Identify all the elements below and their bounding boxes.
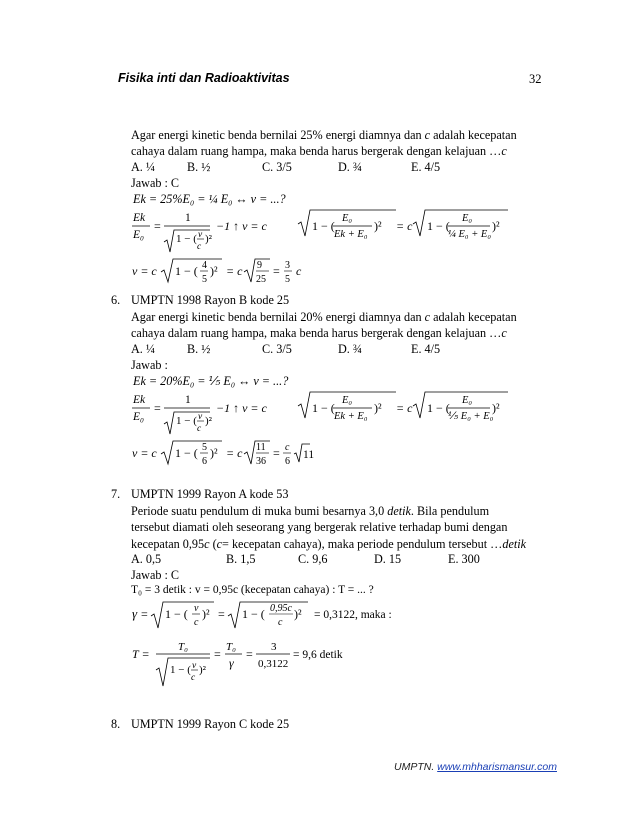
- eq-text: 6: [202, 456, 207, 467]
- q5-equation-3: [130, 258, 290, 288]
- eq-text: 0,95c: [270, 603, 292, 614]
- q7-option-a: A. 0,5: [131, 552, 162, 566]
- svg-text:Ek: Ek: [133, 394, 146, 406]
- svg-text:1 − (: 1 − (: [242, 607, 265, 621]
- svg-text:)²: )²: [205, 233, 212, 245]
- q6-option-d: D. ¾: [338, 342, 363, 356]
- q6-option-c: C. 3/5: [262, 342, 292, 356]
- svg-text:v = c: v = c: [132, 264, 157, 278]
- svg-text:v: v: [192, 661, 197, 671]
- eq-text: 36: [256, 456, 266, 467]
- svg-text:=: =: [218, 607, 225, 621]
- q6-equation-3-tail: 11: [303, 449, 315, 461]
- svg-text:1 − (: 1 − (: [175, 264, 198, 278]
- svg-text:=: =: [154, 401, 161, 415]
- eq-text: = 9,6 detik: [293, 649, 343, 661]
- eq-text: 11: [256, 442, 266, 453]
- q7-text-part: c: [216, 536, 223, 551]
- q6-equation-1: Ek = 20%E₀ = ⅕ E₀ ↔ v = ...?: [133, 374, 289, 388]
- q7-number: 7.: [111, 487, 121, 501]
- svg-text:)²: )²: [202, 607, 210, 621]
- eq-text: 1 − (: [176, 233, 197, 245]
- page-number: 32: [529, 72, 542, 86]
- q6-text-part: c: [424, 310, 431, 324]
- q6-text-part: cahaya dalam ruang hampa, maka benda harus bergerak dengan kelajuan …: [131, 326, 502, 341]
- q6-text-part: adalah kecepatan: [430, 310, 517, 324]
- eq-text: = 0,3122, maka :: [314, 609, 392, 621]
- q7-option-d: D. 15: [374, 552, 402, 566]
- svg-text:= c: = c: [396, 401, 413, 415]
- svg-text:γ: γ: [132, 606, 138, 621]
- q5-text-part: Agar energi kinetic benda bernilai 25% energi diamnya dan: [131, 128, 425, 142]
- q5-option-d: D. ¾: [338, 160, 363, 174]
- q6-equation-2: [130, 390, 510, 440]
- svg-text:1 − (: 1 − (: [427, 401, 450, 415]
- svg-text:=: =: [273, 446, 280, 460]
- q8-title: UMPTN 1999 Rayon C kode 25: [131, 717, 290, 731]
- q6-title: UMPTN 1998 Rayon B kode 25: [131, 293, 290, 307]
- eq-text: 0,3122: [258, 658, 289, 670]
- eq-text: c: [285, 442, 290, 453]
- q7-text-part: (: [209, 536, 217, 551]
- svg-text:)²: )²: [492, 219, 500, 233]
- svg-text:1 − (: 1 − (: [165, 607, 188, 621]
- q6-option-b: B. ½: [187, 342, 211, 356]
- svg-text:=: =: [246, 647, 253, 661]
- eq-text: 25: [256, 274, 266, 285]
- q7-text-part: detik: [502, 536, 527, 551]
- q7-equation-1: T₀ = 3 detik : v = 0,95c (kecepatan cahaya) : T = ... ?: [131, 584, 374, 596]
- svg-text:E₀: E₀: [133, 411, 145, 423]
- eq-text: 5: [202, 442, 207, 453]
- q7-equation-2: [130, 598, 490, 632]
- footer: [394, 761, 557, 773]
- q6-equation-3: [130, 440, 310, 470]
- q6-option-a: A. ¼: [131, 342, 156, 356]
- footer-link[interactable]: www.mhharismansur.com: [437, 761, 557, 773]
- svg-text:1 − (: 1 − (: [176, 415, 197, 427]
- svg-text:E₀: E₀: [462, 213, 473, 224]
- svg-text:1: 1: [185, 394, 191, 406]
- svg-text:= c: = c: [396, 219, 413, 233]
- q6-answer: Jawab :: [131, 358, 168, 372]
- svg-text:v: v: [198, 230, 203, 240]
- q7-option-e: E. 300: [448, 552, 480, 566]
- svg-text:E₀: E₀: [462, 395, 473, 406]
- svg-text:1 − (: 1 − (: [170, 664, 191, 676]
- svg-text:c: c: [197, 242, 202, 252]
- svg-text:= c: = c: [226, 264, 243, 278]
- q7-text-part: c: [204, 536, 210, 551]
- eq-text: 1: [185, 212, 191, 224]
- q5-equation-3-tail: [282, 258, 312, 288]
- q5-option-b: B. ½: [187, 160, 211, 174]
- q7-text: [131, 503, 544, 552]
- svg-text:1 − (: 1 − (: [175, 446, 198, 460]
- q7-equation-3: [130, 636, 390, 692]
- q7-title: UMPTN 1999 Rayon A kode 53: [131, 487, 289, 501]
- footer-prefix: UMPTN.: [394, 761, 438, 773]
- svg-text:c: c: [194, 617, 199, 628]
- svg-text:c: c: [296, 264, 302, 278]
- q5-option-c: C. 3/5: [262, 160, 292, 174]
- q5-text: [131, 127, 544, 160]
- svg-text:=: =: [141, 607, 148, 621]
- q7-option-b: B. 1,5: [226, 552, 256, 566]
- q7-text-part: = kecepatan cahaya), maka periode pendulum tersebut …: [222, 536, 503, 551]
- eq-text: 6: [285, 456, 290, 467]
- svg-text:T₀: T₀: [226, 641, 236, 653]
- svg-text:v: v: [198, 412, 203, 422]
- svg-text:c: c: [197, 424, 202, 434]
- q7-text-part: . Bila pendulum: [410, 504, 490, 518]
- eq-text: −1 ↑ v = c: [216, 219, 267, 233]
- svg-text:)²: )²: [492, 401, 500, 415]
- eq-text: 5: [202, 274, 207, 285]
- q7-text-part: kecepatan 0,95: [131, 536, 205, 551]
- eq-text: 3: [271, 641, 277, 653]
- svg-text:v: v: [194, 603, 199, 614]
- eq-text: c: [278, 617, 283, 628]
- q5-equation-1: Ek = 25%E₀ = ¼ E₀ ↔ v = ...?: [133, 192, 286, 206]
- q6-option-e: E. 4/5: [411, 342, 441, 356]
- eq-text: 5: [285, 274, 290, 285]
- svg-text:=: =: [154, 219, 161, 233]
- q5-text-part: adalah kecepatan: [430, 128, 517, 142]
- svg-text:)²: )²: [374, 219, 382, 233]
- svg-text:E₀: E₀: [342, 395, 353, 406]
- svg-text:)²: )²: [199, 664, 206, 676]
- eq-text: 9: [257, 260, 262, 271]
- q5-text-part: cahaya dalam ruang hampa, maka benda harus bergerak dengan kelajuan …: [131, 144, 502, 159]
- q5-answer: Jawab : C: [131, 176, 180, 190]
- svg-text:Ek + E₀: Ek + E₀: [334, 411, 368, 422]
- svg-text:=: =: [214, 647, 221, 661]
- q8-number: 8.: [111, 717, 121, 731]
- svg-text:)²: )²: [210, 446, 218, 460]
- q5-text-part: c: [424, 128, 431, 142]
- svg-text:−1 ↑ v = c: −1 ↑ v = c: [216, 401, 267, 415]
- q5-option-a: A. ¼: [131, 160, 156, 174]
- eq-text: ¼ E₀ + E₀: [448, 229, 491, 240]
- eq-text: γ: [229, 656, 234, 670]
- eq-text: 3: [285, 260, 290, 271]
- q6-text-part: c: [501, 326, 507, 341]
- eq-text: Ek: [133, 212, 146, 224]
- q5-option-e: E. 4/5: [411, 160, 441, 174]
- header-title: Fisika inti dan Radioaktivitas: [118, 71, 290, 85]
- eq-text: Ek + E₀: [334, 229, 368, 240]
- q7-option-c: C. 9,6: [298, 552, 328, 566]
- svg-text:)²: )²: [374, 401, 382, 415]
- q5-equation-2: [130, 208, 510, 258]
- q7-text-part: tersebut diamati oleh seseorang yang bergerak relative terhadap bumi dengan: [131, 520, 508, 535]
- eq-text: E₀: [342, 213, 353, 224]
- svg-text:)²: )²: [210, 264, 218, 278]
- svg-text:)²: )²: [294, 607, 302, 621]
- svg-text:v = c: v = c: [132, 446, 157, 460]
- eq-text: ⅕ E₀ + E₀: [448, 411, 494, 422]
- q7-answer: Jawab : C: [131, 568, 180, 582]
- q6-text-part: Agar energi kinetic benda bernilai 20% energi diamnya dan: [131, 310, 425, 324]
- q6-number: 6.: [111, 293, 121, 307]
- eq-text: 4: [202, 260, 207, 271]
- svg-text:c: c: [191, 673, 196, 683]
- q6-text: [131, 309, 544, 342]
- svg-text:T =: T =: [132, 647, 150, 661]
- svg-text:)²: )²: [205, 415, 212, 427]
- svg-text:1 − (: 1 − (: [312, 219, 335, 233]
- svg-text:1 − (: 1 − (: [312, 401, 335, 415]
- eq-text: T₀: [178, 641, 188, 653]
- eq-text: E₀: [133, 229, 145, 241]
- svg-text:=: =: [273, 264, 280, 278]
- svg-text:= c: = c: [226, 446, 243, 460]
- q7-text-part: detik: [387, 504, 411, 518]
- svg-text:1 − (: 1 − (: [427, 219, 450, 233]
- q5-text-part: c: [501, 144, 507, 159]
- q7-text-part: Periode suatu pendulum di muka bumi besarnya 3,0: [131, 504, 388, 518]
